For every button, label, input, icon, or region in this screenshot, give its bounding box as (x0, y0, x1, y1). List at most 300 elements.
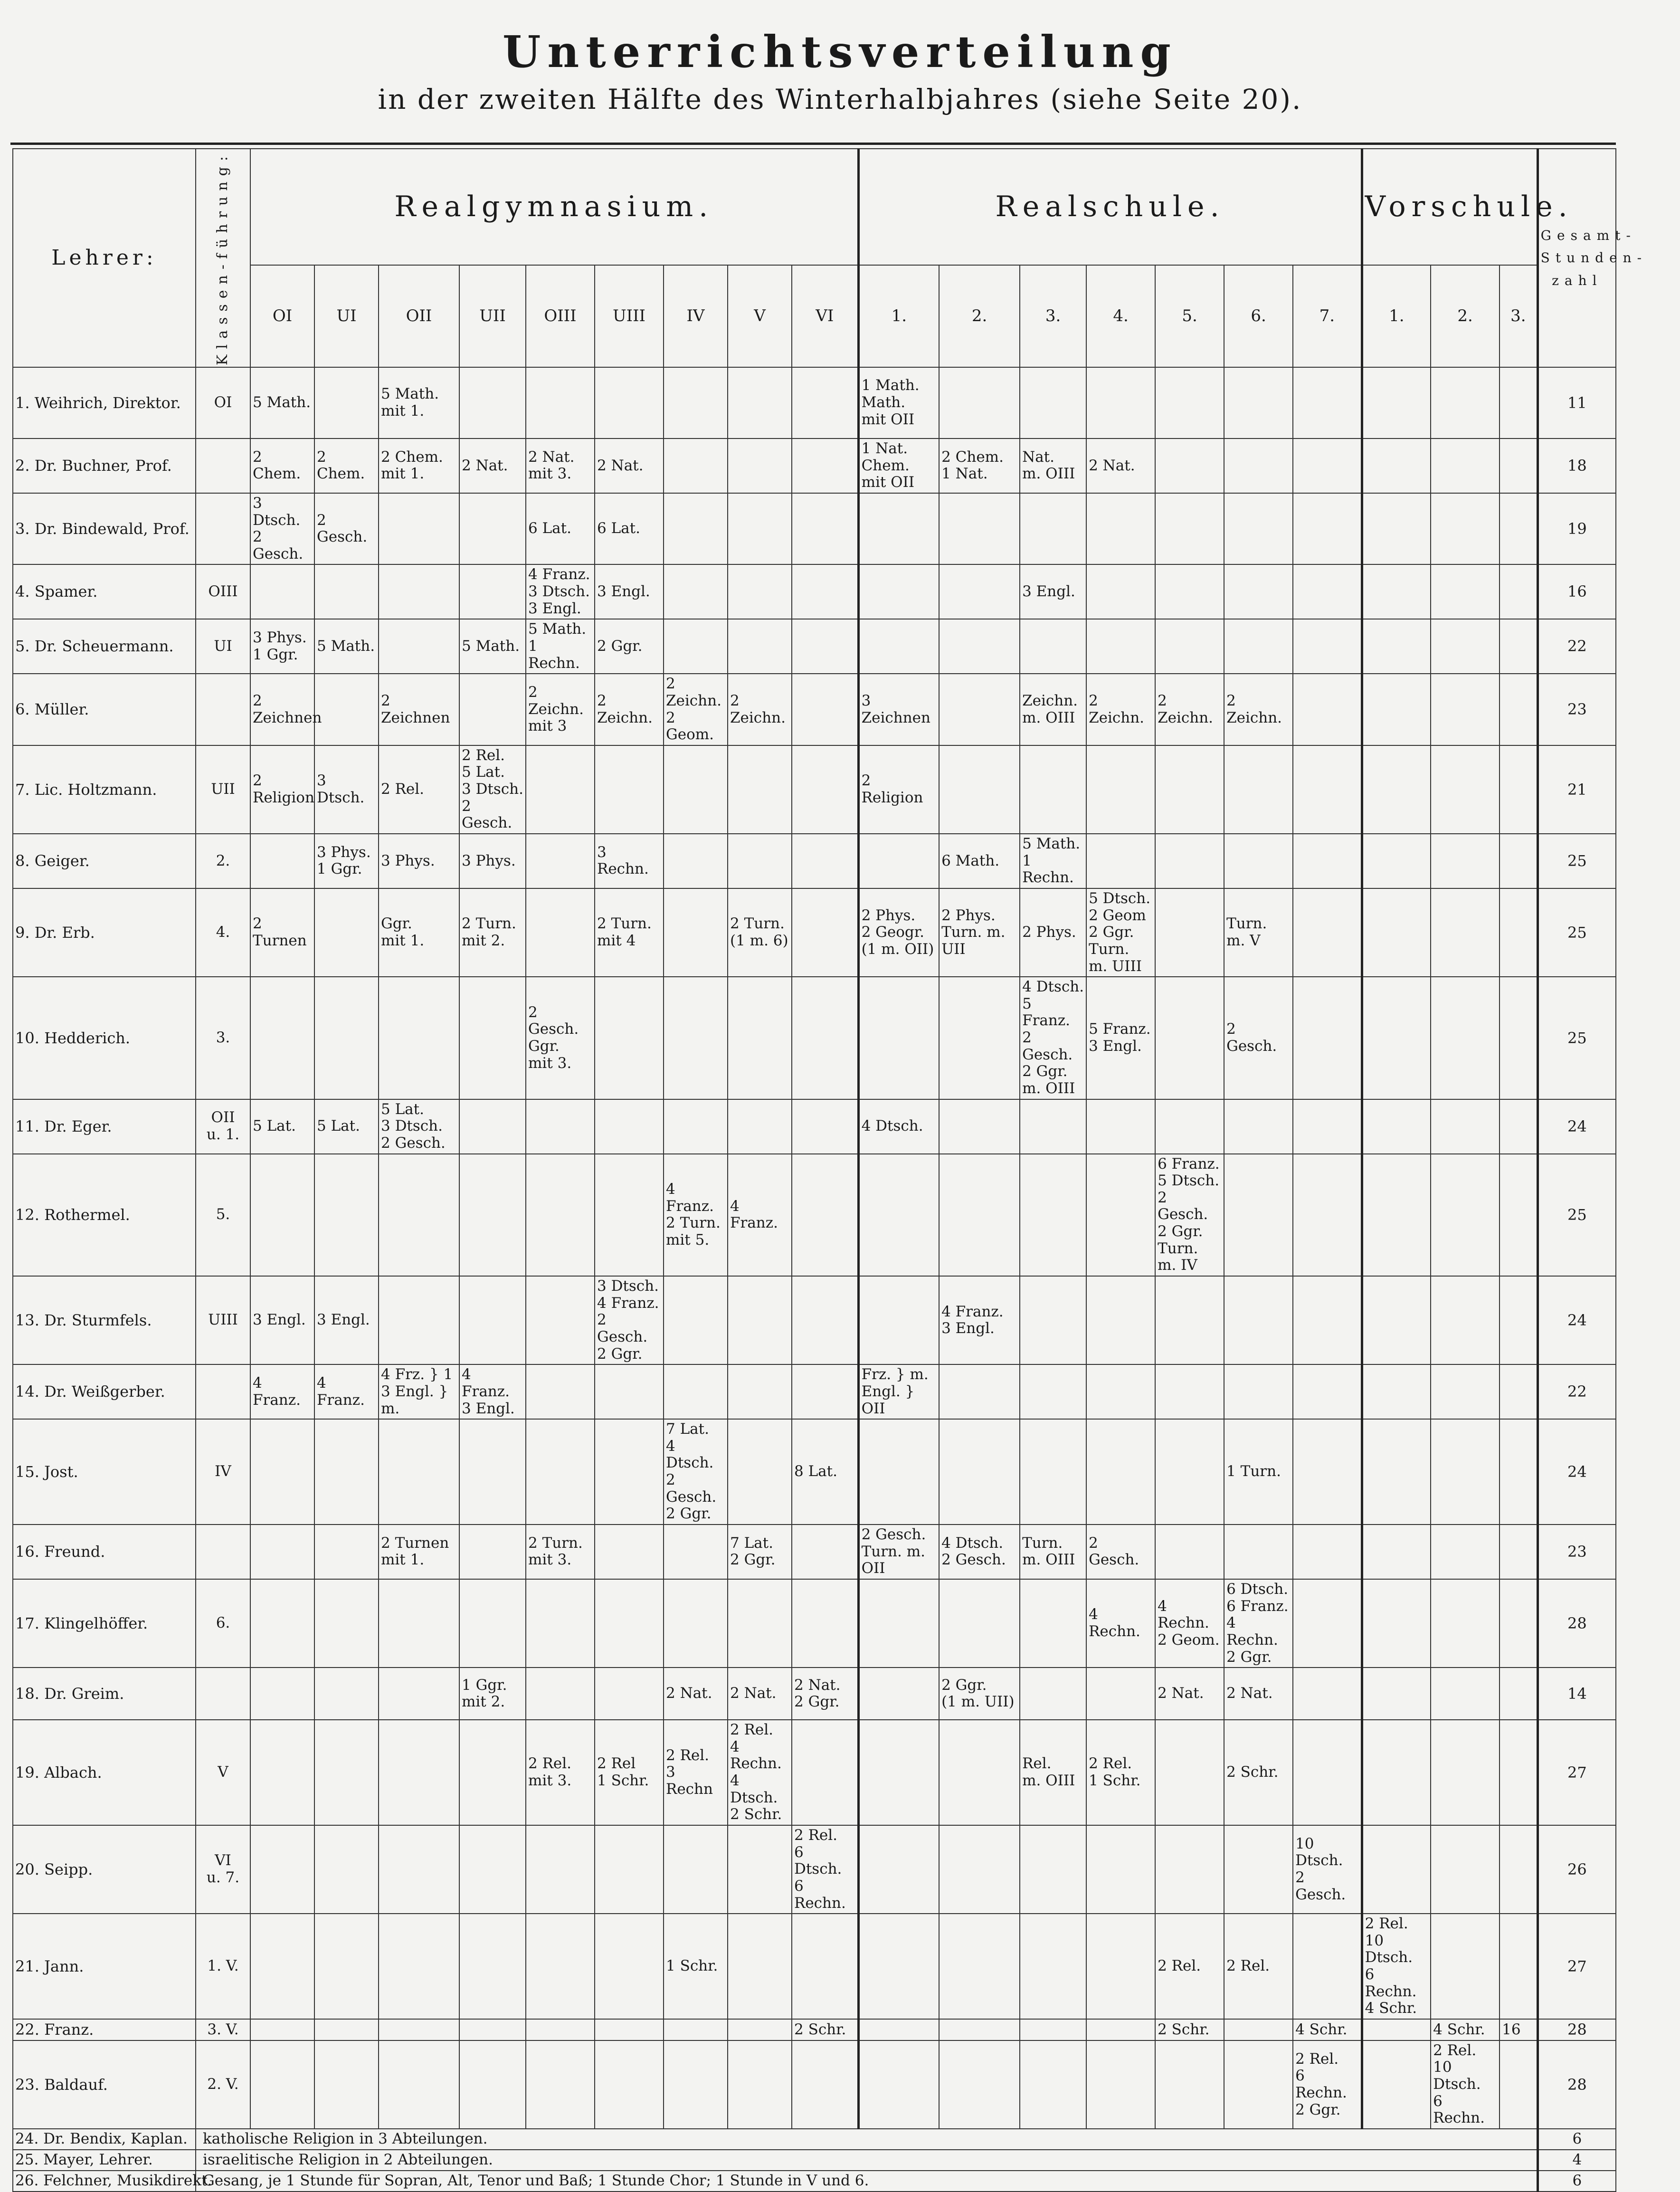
schedule-cell (1224, 2040, 1293, 2129)
schedule-cell (1431, 1419, 1500, 1525)
schedule-cell (595, 977, 664, 1099)
schedule-cell (858, 1668, 939, 1720)
schedule-cell: 6 Franz. 5 Dtsch. 2 Gesch. 2 Ggr. Turn. m. IV (1155, 1154, 1224, 1276)
total-hours: 19 (1538, 493, 1616, 565)
schedule-cell (1500, 367, 1538, 438)
teacher-name: 18. Dr. Greim. (13, 1668, 196, 1720)
schedule-cell (1500, 1419, 1538, 1525)
schedule-cell: 2 Rel. mit 3. (526, 1720, 595, 1825)
schedule-cell (1224, 493, 1293, 565)
schedule-cell: 6 Lat. (595, 493, 664, 565)
schedule-cell (1293, 1099, 1362, 1154)
schedule-cell (939, 367, 1020, 438)
teacher-name: 26. Felchner, Musikdirekt. (13, 2171, 196, 2192)
schedule-cell (792, 564, 858, 619)
schedule-cell (1431, 1276, 1500, 1364)
schedule-cell: 2 Schr. (1155, 2019, 1224, 2040)
table-row (13, 2040, 1616, 2129)
schedule-cell (1020, 1276, 1086, 1364)
schedule-cell (459, 1914, 526, 2019)
schedule-cell (250, 834, 314, 888)
schedule-cell (1020, 1668, 1086, 1720)
schedule-cell: 2 Turnen mit 1. (379, 1525, 459, 1579)
total-hours: 28 (1538, 1579, 1616, 1668)
header-vorschule: Vorschule. (1362, 149, 1538, 265)
column-header-rs_cols-4: 5. (1155, 265, 1224, 367)
schedule-cell (858, 619, 939, 674)
schedule-cell (1293, 674, 1362, 745)
table-row (13, 1364, 1616, 1419)
schedule-cell (664, 438, 728, 493)
total-hours: 25 (1538, 977, 1616, 1099)
schedule-cell (728, 2040, 792, 2129)
schedule-cell (858, 2019, 939, 2040)
schedule-cell (1431, 1154, 1500, 1276)
schedule-cell: 2 Zeichnen (250, 674, 314, 745)
schedule-cell (728, 1914, 792, 2019)
class-lead: IV (196, 1419, 250, 1525)
schedule-cell (595, 1419, 664, 1525)
teacher-name: 1. Weihrich, Direktor. (13, 367, 196, 438)
total-hours: 28 (1538, 2040, 1616, 2129)
schedule-cell (1500, 1579, 1538, 1668)
schedule-cell (1431, 977, 1500, 1099)
schedule-cell (939, 1825, 1020, 1914)
total-hours: 16 (1538, 564, 1616, 619)
schedule-cell (1224, 1276, 1293, 1364)
schedule-cell: 2 Nat. (1224, 1668, 1293, 1720)
schedule-cell (459, 1419, 526, 1525)
schedule-cell (250, 1668, 314, 1720)
schedule-cell: 3 Dtsch. 4 Franz. 2 Gesch. 2 Ggr. (595, 1276, 664, 1364)
schedule-cell: 2 Rel. 10 Dtsch. 6 Rechn. 4 Schr. (1362, 1914, 1431, 2019)
schedule-cell: 2 Rel. 1 Schr. (1086, 1720, 1155, 1825)
page-title: Unterrichtsverteilung (503, 26, 1177, 77)
schedule-cell (379, 493, 459, 565)
schedule-cell: 4 Franz. 3 Engl. (459, 1364, 526, 1419)
teacher-name: 17. Klingelhöffer. (13, 1579, 196, 1668)
schedule-cell (526, 1099, 595, 1154)
schedule-cell (792, 1276, 858, 1364)
class-lead: 2. (196, 834, 250, 888)
schedule-cell (526, 2040, 595, 2129)
schedule-cell: 4 Franz. (314, 1364, 379, 1419)
schedule-cell (379, 2040, 459, 2129)
schedule-cell (1020, 493, 1086, 565)
schedule-cell (1293, 1914, 1362, 2019)
schedule-cell (1155, 619, 1224, 674)
column-header-rs_cols-1: 2. (939, 265, 1020, 367)
schedule-cell (939, 1579, 1020, 1668)
schedule-cell (1086, 619, 1155, 674)
schedule-cell: Rel. m. OIII (1020, 1720, 1086, 1825)
schedule-cell (664, 1525, 728, 1579)
schedule-cell: 2 Ggr. (1 m. UII) (939, 1668, 1020, 1720)
table-row (13, 564, 1616, 619)
schedule-cell: 1 Nat. Chem. mit OII (858, 438, 939, 493)
teacher-name: 7. Lic. Holtzmann. (13, 745, 196, 834)
schedule-cell (1020, 367, 1086, 438)
schedule-cell: 2 Gesch. (314, 493, 379, 565)
schedule-cell: 2 Nat. (595, 438, 664, 493)
schedule-cell (379, 1825, 459, 1914)
teacher-name: 19. Albach. (13, 1720, 196, 1825)
schedule-cell: 2 Phys. 2 Geogr. (1 m. OII) (858, 888, 939, 977)
schedule-cell (1431, 1364, 1500, 1419)
class-lead: 5. (196, 1154, 250, 1276)
schedule-cell: 2 Turn. (1 m. 6) (728, 888, 792, 977)
schedule-cell: 4 Franz. (250, 1364, 314, 1419)
class-lead: 1. V. (196, 1914, 250, 2019)
schedule-cell (1500, 1099, 1538, 1154)
schedule-cell (595, 1825, 664, 1914)
schedule-cell (792, 977, 858, 1099)
teacher-name: 9. Dr. Erb. (13, 888, 196, 977)
schedule-cell (728, 619, 792, 674)
table-row (13, 2129, 1616, 2150)
schedule-cell (1155, 745, 1224, 834)
schedule-cell: 2 Chem. (250, 438, 314, 493)
schedule-cell: 5 Math. mit 1. (379, 367, 459, 438)
schedule-cell: 2 Religion (250, 745, 314, 834)
schedule-cell: 2 Zeichn. (1155, 674, 1224, 745)
schedule-cell (1362, 1525, 1431, 1579)
schedule-cell: Zeichn. m. OIII (1020, 674, 1086, 745)
schedule-cell (664, 367, 728, 438)
total-hours: 22 (1538, 619, 1616, 674)
total-hours: 25 (1538, 834, 1616, 888)
schedule-cell: 2 Nat. (728, 1668, 792, 1720)
teacher-name: 12. Rothermel. (13, 1154, 196, 1276)
schedule-cell (595, 1154, 664, 1276)
schedule-cell: 1 Turn. (1224, 1419, 1293, 1525)
table-row (13, 2171, 1616, 2192)
teacher-name: 10. Hedderich. (13, 977, 196, 1099)
schedule-cell (792, 674, 858, 745)
schedule-cell (664, 1364, 728, 1419)
schedule-cell: 2 Turn. mit 2. (459, 888, 526, 977)
schedule-cell (595, 1364, 664, 1419)
class-lead: UII (196, 745, 250, 834)
schedule-cell (858, 1720, 939, 1825)
teacher-name: 13. Dr. Sturmfels. (13, 1276, 196, 1364)
schedule-cell (1500, 564, 1538, 619)
schedule-cell (1086, 745, 1155, 834)
schedule-cell: 3 Phys. (459, 834, 526, 888)
schedule-cell: 4 Frz. } 1 3 Engl. } m. (379, 1364, 459, 1419)
schedule-cell (1362, 1419, 1431, 1525)
schedule-cell (1431, 745, 1500, 834)
schedule-cell (1431, 493, 1500, 565)
class-lead (196, 438, 250, 493)
schedule-cell: 5 Math. (459, 619, 526, 674)
schedule-cell (459, 493, 526, 565)
schedule-cell (526, 745, 595, 834)
total-hours: 14 (1538, 1668, 1616, 1720)
column-header-rg_cols-6: IV (664, 265, 728, 367)
schedule-cell (1293, 977, 1362, 1099)
teacher-name: 2. Dr. Buchner, Prof. (13, 438, 196, 493)
schedule-cell: 6 Lat. (526, 493, 595, 565)
column-header-rs_cols-3: 4. (1086, 265, 1155, 367)
teacher-name: 11. Dr. Eger. (13, 1099, 196, 1154)
schedule-cell (314, 1914, 379, 2019)
schedule-cell (459, 1825, 526, 1914)
schedule-cell (939, 1720, 1020, 1825)
schedule-cell (1500, 438, 1538, 493)
schedule-cell (1362, 1579, 1431, 1668)
schedule-cell: 2 Rel. 6 Dtsch. 6 Rechn. (792, 1825, 858, 1914)
schedule-cell (1086, 1825, 1155, 1914)
schedule-cell (858, 1825, 939, 1914)
schedule-cell (792, 888, 858, 977)
schedule-cell (1500, 1276, 1538, 1364)
schedule-cell (1500, 834, 1538, 888)
schedule-cell: 3 Engl. (314, 1276, 379, 1364)
schedule-cell: 2 Zeichn. mit 3 (526, 674, 595, 745)
table-row (13, 1825, 1616, 1914)
schedule-cell (379, 564, 459, 619)
schedule-cell (1362, 1825, 1431, 1914)
page-subtitle: in der zweiten Hälfte des Winterhalbjahres (siehe Seite 20). (378, 83, 1302, 115)
table-row (13, 1276, 1616, 1364)
schedule-cell (664, 1579, 728, 1668)
schedule-cell (792, 1720, 858, 1825)
schedule-cell (314, 2040, 379, 2129)
schedule-cell (1431, 619, 1500, 674)
schedule-cell (728, 834, 792, 888)
schedule-cell (1500, 1154, 1538, 1276)
schedule-cell: 2 Nat. (1086, 438, 1155, 493)
schedule-cell: 2 Nat. (1155, 1668, 1224, 1720)
schedule-cell: 3 Engl. (250, 1276, 314, 1364)
schedule-cell (664, 493, 728, 565)
schedule-cell (459, 1720, 526, 1825)
schedule-cell: 2 Schr. (1224, 1720, 1293, 1825)
teacher-name: 16. Freund. (13, 1525, 196, 1579)
schedule-cell (1431, 1525, 1500, 1579)
schedule-cell (595, 1099, 664, 1154)
schedule-cell (728, 1364, 792, 1419)
column-header-rg_cols-8: VI (792, 265, 858, 367)
total-hours: 21 (1538, 745, 1616, 834)
schedule-cell (526, 1914, 595, 2019)
schedule-cell (728, 745, 792, 834)
teacher-name: 25. Mayer, Lehrer. (13, 2150, 196, 2171)
schedule-cell (1224, 2019, 1293, 2040)
header-realschule: Realschule. (858, 149, 1362, 265)
schedule-cell (728, 1276, 792, 1364)
column-header-rs_cols-2: 3. (1020, 265, 1086, 367)
schedule-cell: 3 Phys. (379, 834, 459, 888)
schedule-cell (1362, 2040, 1431, 2129)
total-hours: 24 (1538, 1099, 1616, 1154)
header-klassenfuehrung: Klassen-führung: (196, 149, 250, 367)
schedule-cell (664, 977, 728, 1099)
schedule-cell (1500, 977, 1538, 1099)
schedule-cell (1224, 1364, 1293, 1419)
schedule-cell: 7 Lat. 4 Dtsch. 2 Gesch. 2 Ggr. (664, 1419, 728, 1525)
total-hours: 23 (1538, 1525, 1616, 1579)
schedule-cell (728, 438, 792, 493)
total-hours: 24 (1538, 1276, 1616, 1364)
schedule-cell (1362, 619, 1431, 674)
schedule-cell (1293, 619, 1362, 674)
schedule-cell (858, 1276, 939, 1364)
schedule-cell (526, 834, 595, 888)
column-header-rg_cols-3: UII (459, 265, 526, 367)
schedule-cell (858, 1154, 939, 1276)
schedule-cell: 5 Lat. (250, 1099, 314, 1154)
schedule-cell (1020, 1154, 1086, 1276)
schedule-cell (459, 1579, 526, 1668)
schedule-cell (1155, 888, 1224, 977)
schedule-cell (1431, 834, 1500, 888)
schedule-cell (250, 977, 314, 1099)
class-lead: OII u. 1. (196, 1099, 250, 1154)
schedule-cell: 16 (1500, 2019, 1538, 2040)
schedule-cell (1020, 1364, 1086, 1419)
schedule-cell (314, 1668, 379, 1720)
schedule-cell: 2 Turnen (250, 888, 314, 977)
schedule-cell: 2 Nat. 2 Ggr. (792, 1668, 858, 1720)
schedule-cell (1293, 1525, 1362, 1579)
schedule-cell (939, 977, 1020, 1099)
schedule-cell (526, 367, 595, 438)
schedule-cell (250, 1720, 314, 1825)
schedule-cell (1431, 1720, 1500, 1825)
schedule-cell (1086, 564, 1155, 619)
schedule-cell: 4 Franz. 3 Dtsch. 3 Engl. (526, 564, 595, 619)
schedule-cell (314, 1154, 379, 1276)
schedule-cell (379, 1914, 459, 2019)
schedule-cell (1431, 1579, 1500, 1668)
schedule-cell (1431, 438, 1500, 493)
schedule-cell (1500, 2040, 1538, 2129)
schedule-cell (1224, 1154, 1293, 1276)
schedule-cell (1155, 493, 1224, 565)
schedule-cell: Turn. m. OIII (1020, 1525, 1086, 1579)
schedule-cell (250, 2040, 314, 2129)
schedule-cell (1293, 1364, 1362, 1419)
schedule-cell (1155, 438, 1224, 493)
total-hours: 28 (1538, 2019, 1616, 2040)
schedule-cell: 3 Zeichnen (858, 674, 939, 745)
schedule-cell (1224, 1525, 1293, 1579)
schedule-cell (1293, 888, 1362, 977)
column-header-rg_cols-1: UI (314, 265, 379, 367)
schedule-cell: 2 Chem. mit 1. (379, 438, 459, 493)
table-row (13, 674, 1616, 745)
schedule-cell (1431, 1099, 1500, 1154)
schedule-cell (314, 1720, 379, 1825)
schedule-cell (728, 493, 792, 565)
schedule-cell: 2 Nat. (459, 438, 526, 493)
schedule-cell (728, 1579, 792, 1668)
schedule-cell (314, 2019, 379, 2040)
schedule-cell (1500, 619, 1538, 674)
schedule-cell: 3 Phys. 1 Ggr. (250, 619, 314, 674)
schedule-cell: Frz. } m. Engl. } OII (858, 1364, 939, 1419)
schedule-cell (314, 367, 379, 438)
schedule-cell (459, 2019, 526, 2040)
schedule-cell (1155, 1419, 1224, 1525)
schedule-cell (1086, 367, 1155, 438)
schedule-cell (792, 1099, 858, 1154)
schedule-cell (459, 674, 526, 745)
schedule-cell: 2 Rel. 4 Rechn. 4 Dtsch. 2 Schr. (728, 1720, 792, 1825)
schedule-cell (792, 2040, 858, 2129)
schedule-cell (858, 1579, 939, 1668)
schedule-cell (792, 1914, 858, 2019)
schedule-cell: 4 Schr. (1431, 2019, 1500, 2040)
column-header-rg_cols-5: UIII (595, 265, 664, 367)
schedule-cell (664, 2019, 728, 2040)
schedule-cell (1431, 1668, 1500, 1720)
schedule-cell (1293, 1419, 1362, 1525)
schedule-cell (664, 1276, 728, 1364)
schedule-cell: 2 Chem. (314, 438, 379, 493)
schedule-cell (792, 1525, 858, 1579)
schedule-cell (1155, 1276, 1224, 1364)
schedule-cell: 2 Rel. (1155, 1914, 1224, 2019)
total-hours: 22 (1538, 1364, 1616, 1419)
schedule-cell: 4 Franz. 3 Engl. (939, 1276, 1020, 1364)
class-lead (196, 1525, 250, 1579)
schedule-cell: 3 Dtsch. 2 Gesch. (250, 493, 314, 565)
schedule-cell: 2 Gesch. (1224, 977, 1293, 1099)
schedule-cell (939, 1364, 1020, 1419)
schedule-cell: Nat. m. OIII (1020, 438, 1086, 493)
schedule-cell (1293, 1668, 1362, 1720)
table-row (13, 619, 1616, 674)
schedule-cell (526, 1364, 595, 1419)
schedule-cell: 4 Rechn. 2 Geom. (1155, 1579, 1224, 1668)
table-row (13, 977, 1616, 1099)
schedule-cell (1086, 493, 1155, 565)
schedule-cell: 1 Schr. (664, 1914, 728, 2019)
header-realgymnasium: Realgymnasium. (250, 149, 858, 265)
table-row (13, 438, 1616, 493)
schedule-cell: 2 Rel. 3 Rechn (664, 1720, 728, 1825)
schedule-cell (664, 888, 728, 977)
schedule-cell (939, 674, 1020, 745)
class-lead: OI (196, 367, 250, 438)
schedule-cell (1224, 1825, 1293, 1914)
schedule-cell (595, 1668, 664, 1720)
schedule-cell (1224, 619, 1293, 674)
class-lead (196, 674, 250, 745)
schedule-cell (1362, 745, 1431, 834)
schedule-cell: 2 Rel. (1224, 1914, 1293, 2019)
schedule-cell (595, 1914, 664, 2019)
schedule-cell (459, 1525, 526, 1579)
class-lead: OIII (196, 564, 250, 619)
schedule-cell (939, 1914, 1020, 2019)
table-row (13, 888, 1616, 977)
schedule-cell: 2 Gesch. (1086, 1525, 1155, 1579)
schedule-cell (1086, 1914, 1155, 2019)
total-hours: 26 (1538, 1825, 1616, 1914)
schedule-cell (792, 1579, 858, 1668)
table-row (13, 1720, 1616, 1825)
schedule-cell (858, 834, 939, 888)
schedule-cell: 3 Engl. (595, 564, 664, 619)
schedule-cell (939, 493, 1020, 565)
schedule-cell: 5 Dtsch. 2 Geom 2 Ggr. Turn. m. UIII (1086, 888, 1155, 977)
schedule-cell (250, 2019, 314, 2040)
schedule-cell (858, 977, 939, 1099)
